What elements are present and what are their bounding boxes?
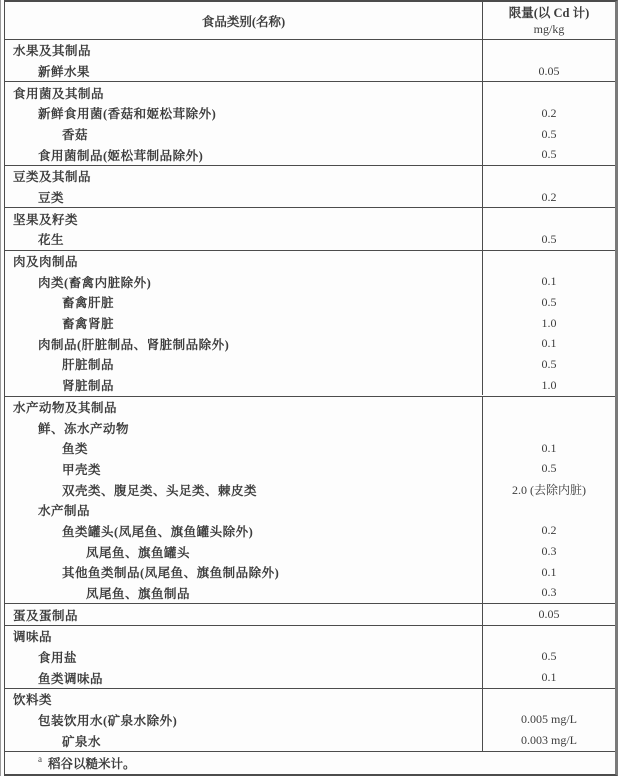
limit-cell xyxy=(482,583,615,604)
limit-value: 0.3 xyxy=(541,585,557,600)
limit-cell xyxy=(482,354,615,375)
category-group xyxy=(5,604,615,626)
food-category-label: 鲜、冻水产动物 xyxy=(38,421,130,436)
table-row xyxy=(5,710,615,731)
limit-cell xyxy=(482,144,615,165)
header-limit-unit: mg/kg xyxy=(533,21,565,36)
limit-value: 0.1 xyxy=(541,336,557,351)
category-cell xyxy=(5,500,482,521)
category-cell xyxy=(5,397,482,418)
food-category-label: 坚果及籽类 xyxy=(13,212,79,227)
limit-value: 0.1 xyxy=(541,440,557,455)
table-row xyxy=(5,229,615,250)
food-category-label: 饮料类 xyxy=(13,693,53,708)
table-row xyxy=(5,626,615,647)
table-row xyxy=(5,438,615,459)
table-row xyxy=(5,251,615,272)
header-food-category: 食品类别(名称) xyxy=(201,14,286,29)
table-row xyxy=(5,166,615,187)
table-row xyxy=(5,313,615,334)
limit-value: 0.5 xyxy=(541,356,557,371)
food-category-label: 凤尾鱼、旗鱼制品 xyxy=(86,586,191,601)
food-category-label: 畜禽肝脏 xyxy=(62,296,115,311)
table-row xyxy=(5,144,615,165)
food-category-label: 水产动物及其制品 xyxy=(13,400,118,415)
limit-value: 0.5 xyxy=(541,649,557,664)
cadmium-limits-table xyxy=(4,0,618,776)
food-category-label: 水产制品 xyxy=(38,504,91,519)
food-category-label: 肉制品(肝脏制品、肾脏制品除外) xyxy=(38,337,230,352)
food-category-label: 豆类 xyxy=(38,191,65,206)
food-category-label: 鱼类调味品 xyxy=(38,671,104,686)
limit-value: 1.0 xyxy=(541,315,557,330)
category-cell xyxy=(5,187,482,208)
food-category-label: 新鲜食用菌(香菇和姬松茸除外) xyxy=(38,107,217,122)
category-group xyxy=(5,82,615,166)
food-category-label: 肝脏制品 xyxy=(62,358,115,373)
category-cell xyxy=(5,229,482,250)
category-cell xyxy=(5,375,482,396)
category-cell xyxy=(5,667,482,688)
food-category-label: 食用菌制品(姬松茸制品除外) xyxy=(38,148,204,163)
limit-value: 0.5 xyxy=(541,231,557,246)
category-cell xyxy=(5,583,482,604)
limit-value: 0.1 xyxy=(541,670,557,685)
food-category-label: 凤尾鱼、旗鱼罐头 xyxy=(86,545,191,560)
limit-cell xyxy=(482,689,615,710)
table-row xyxy=(5,397,615,418)
limit-value: 0.5 xyxy=(541,126,557,141)
table-row xyxy=(5,333,615,354)
table-row xyxy=(5,541,615,562)
table-row xyxy=(5,187,615,208)
header-limit-label: 限量(以 Cd 计) xyxy=(508,5,590,20)
category-cell xyxy=(5,541,482,562)
category-cell xyxy=(5,730,482,751)
limit-cell xyxy=(482,730,615,751)
category-cell xyxy=(5,208,482,229)
header-limit-column xyxy=(482,2,615,39)
limit-value: 0.1 xyxy=(541,564,557,579)
category-cell xyxy=(5,479,482,500)
food-category-label: 食用菌及其制品 xyxy=(13,86,105,101)
category-group xyxy=(5,40,615,82)
limit-cell xyxy=(482,40,615,61)
category-cell xyxy=(5,710,482,731)
table-row xyxy=(5,61,615,82)
food-category-label: 鱼类 xyxy=(62,442,89,457)
table-row xyxy=(5,271,615,292)
category-cell xyxy=(5,144,482,165)
limit-value: 0.5 xyxy=(541,147,557,162)
table-row xyxy=(5,124,615,145)
category-cell xyxy=(5,626,482,647)
limit-cell xyxy=(482,333,615,354)
category-cell xyxy=(5,689,482,710)
food-category-label: 豆类及其制品 xyxy=(13,170,92,185)
footnote-marker: a xyxy=(38,754,42,764)
limit-value: 0.5 xyxy=(541,461,557,476)
limit-value: 0.5 xyxy=(541,294,557,309)
table-row xyxy=(5,208,615,229)
table-row xyxy=(5,730,615,751)
food-category-label: 香菇 xyxy=(62,128,89,143)
category-cell xyxy=(5,647,482,668)
table-header-row xyxy=(5,2,615,40)
limit-value: 0.2 xyxy=(541,523,557,538)
category-cell xyxy=(5,251,482,272)
table-row xyxy=(5,647,615,668)
table-row xyxy=(5,292,615,313)
limit-value: 0.2 xyxy=(541,105,557,120)
limit-cell xyxy=(482,61,615,82)
category-cell xyxy=(5,354,482,375)
limit-cell xyxy=(482,103,615,124)
limit-cell xyxy=(482,667,615,688)
category-cell xyxy=(5,521,482,542)
category-group xyxy=(5,397,615,605)
food-category-label: 蛋及蛋制品 xyxy=(13,608,79,623)
limit-cell xyxy=(482,604,615,625)
limit-cell xyxy=(482,313,615,334)
limit-cell xyxy=(482,271,615,292)
limit-cell xyxy=(482,397,615,418)
table-row xyxy=(5,604,615,625)
limit-cell xyxy=(482,479,615,500)
table-row xyxy=(5,667,615,688)
category-cell xyxy=(5,271,482,292)
limit-value: 1.0 xyxy=(541,377,557,392)
category-cell xyxy=(5,438,482,459)
limit-value: 0.003 mg/L xyxy=(521,733,577,748)
category-cell xyxy=(5,124,482,145)
limit-cell xyxy=(482,208,615,229)
limit-cell xyxy=(482,229,615,250)
limit-cell xyxy=(482,500,615,521)
category-cell xyxy=(5,103,482,124)
category-cell xyxy=(5,292,482,313)
category-cell xyxy=(5,313,482,334)
food-category-label: 双壳类、腹足类、头足类、棘皮类 xyxy=(62,483,258,498)
table-footnote xyxy=(5,752,615,774)
food-category-label: 肉类(畜禽内脏除外) xyxy=(38,275,152,290)
table-row xyxy=(5,689,615,710)
food-category-label: 新鲜水果 xyxy=(38,65,91,80)
category-cell xyxy=(5,166,482,187)
food-category-label: 花生 xyxy=(38,233,65,248)
limit-cell xyxy=(482,438,615,459)
category-cell xyxy=(5,82,482,103)
category-group xyxy=(5,626,615,689)
food-category-label: 矿泉水 xyxy=(62,734,102,749)
limit-cell xyxy=(482,251,615,272)
limit-cell xyxy=(482,417,615,438)
limit-cell xyxy=(482,541,615,562)
category-cell xyxy=(5,604,482,625)
footnote-text: 稻谷以糙米计。 xyxy=(48,757,136,771)
limit-cell xyxy=(482,626,615,647)
category-group xyxy=(5,208,615,250)
food-category-label: 其他鱼类制品(凤尾鱼、旗鱼制品除外) xyxy=(62,566,280,581)
food-category-label: 食用盐 xyxy=(38,650,78,665)
limit-value: 0.05 xyxy=(538,63,560,78)
limit-cell xyxy=(482,562,615,583)
limit-cell xyxy=(482,187,615,208)
table-row xyxy=(5,500,615,521)
limit-value: 2.0 (去除内脏) xyxy=(512,483,586,498)
table-row xyxy=(5,40,615,61)
limit-cell xyxy=(482,710,615,731)
limit-cell xyxy=(482,521,615,542)
table-row xyxy=(5,562,615,583)
category-group xyxy=(5,166,615,208)
limit-value: 0.3 xyxy=(541,544,557,559)
food-category-label: 畜禽肾脏 xyxy=(62,317,115,332)
limit-cell xyxy=(482,375,615,396)
table-row xyxy=(5,354,615,375)
limit-cell xyxy=(482,124,615,145)
table-row xyxy=(5,459,615,480)
limit-value: 0.1 xyxy=(541,274,557,289)
category-cell xyxy=(5,40,482,61)
table-row xyxy=(5,82,615,103)
food-category-label: 甲壳类 xyxy=(62,462,102,477)
limit-value: 0.2 xyxy=(541,189,557,204)
limit-value: 0.005 mg/L xyxy=(521,712,577,727)
table-row xyxy=(5,583,615,604)
category-cell xyxy=(5,61,482,82)
table-row xyxy=(5,375,615,396)
food-category-label: 水果及其制品 xyxy=(13,44,92,59)
table-row xyxy=(5,417,615,438)
limit-value: 0.05 xyxy=(538,607,560,622)
table-row xyxy=(5,479,615,500)
food-category-label: 调味品 xyxy=(13,630,53,645)
category-group xyxy=(5,689,615,752)
limit-cell xyxy=(482,82,615,103)
table-body xyxy=(5,40,615,752)
category-group xyxy=(5,251,615,397)
limit-cell xyxy=(482,647,615,668)
category-cell xyxy=(5,562,482,583)
table-row xyxy=(5,521,615,542)
limit-cell xyxy=(482,459,615,480)
food-category-label: 鱼类罐头(凤尾鱼、旗鱼罐头除外) xyxy=(62,524,254,539)
table-row xyxy=(5,103,615,124)
limit-cell xyxy=(482,166,615,187)
category-cell xyxy=(5,417,482,438)
food-category-label: 包装饮用水(矿泉水除外) xyxy=(38,713,178,728)
category-cell xyxy=(5,459,482,480)
food-category-label: 肾脏制品 xyxy=(62,379,115,394)
limit-cell xyxy=(482,292,615,313)
category-cell xyxy=(5,333,482,354)
food-category-label: 肉及肉制品 xyxy=(13,255,79,270)
